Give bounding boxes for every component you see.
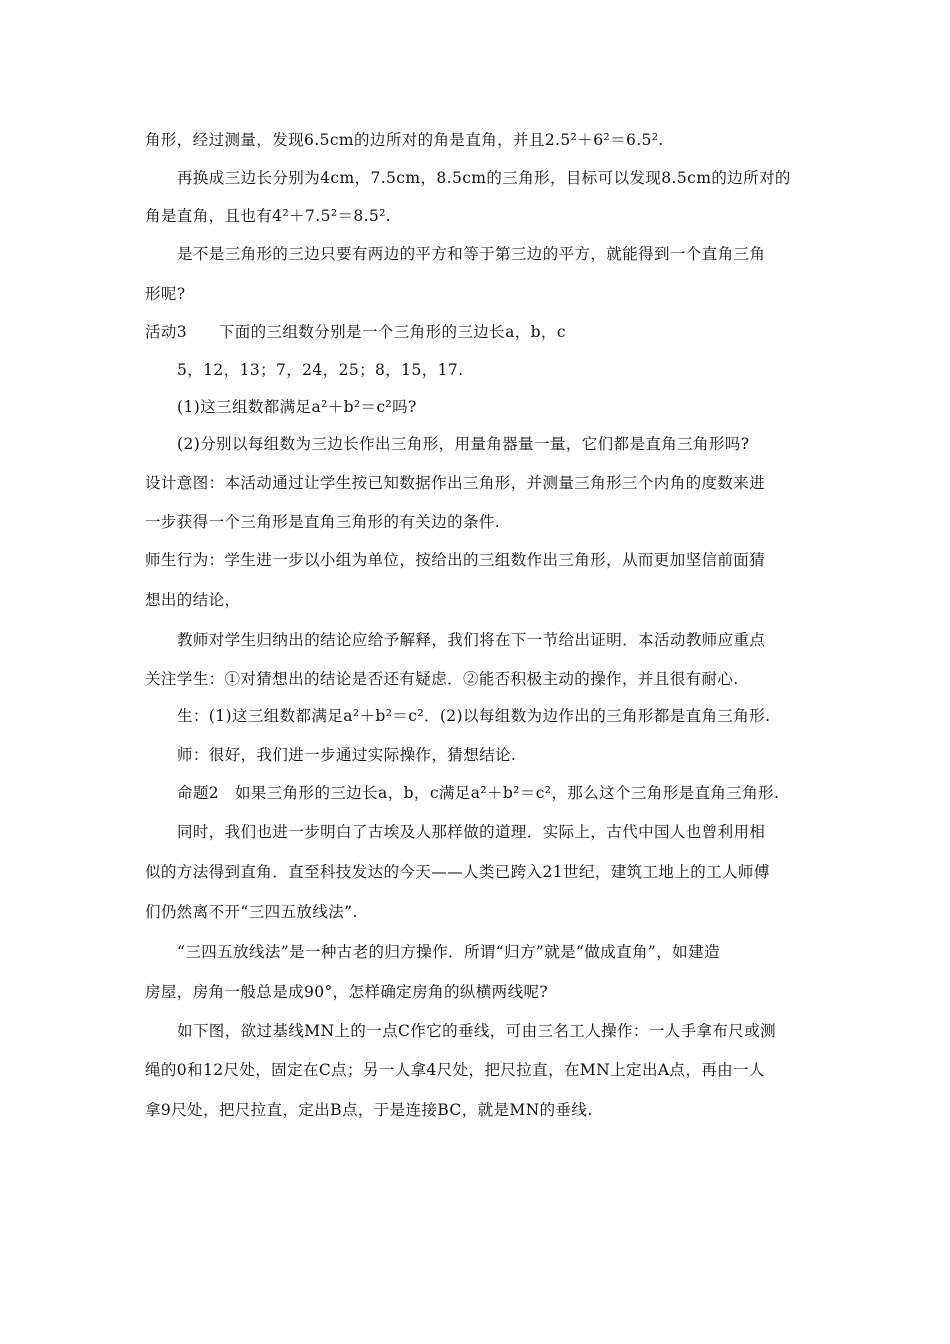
text-line: 教师对学生归纳出的结论应给予解释，我们将在下一节给出证明．本活动教师应重点 xyxy=(177,631,766,649)
teacher-student-behavior: 师生行为：学生进一步以小组为单位，按给出的三组数作出三角形，从而更加坚信前面猜 xyxy=(145,551,766,569)
question-2: (2)分别以每组数为三边长作出三角形，用量角器量一量，它们都是直角三角形吗? xyxy=(177,435,750,453)
text-line: 角形，经过测量，发现6.5cm的边所对的角是直角，并且2.5²＋6²＝6.5². xyxy=(145,131,664,149)
activity-heading: 活动3 下面的三组数分别是一个三角形的三边长a，b，c xyxy=(145,323,566,341)
student-answer: 生：(1)这三组数都满足a²＋b²＝c²．(2)以每组数为边作出的三角形都是直角三角形. xyxy=(177,707,771,725)
number-groups: 5，12，13；7，24，25；8，15，17. xyxy=(177,361,464,379)
text-line: 是不是三角形的三边只要有两边的平方和等于第三边的平方，就能得到一个直角三角 xyxy=(177,245,766,263)
text-line: “三四五放线法”是一种古老的归方操作．所谓“归方”就是“做成直角”，如建造 xyxy=(177,943,720,961)
text-line: 似的方法得到直角．直至科技发达的今天——人类已跨入21世纪，建筑工地上的工人师傅 xyxy=(145,863,770,881)
question-1: (1)这三组数都满足a²＋b²＝c²吗? xyxy=(177,398,417,416)
text-line: 想出的结论， xyxy=(145,591,241,609)
design-intent: 设计意图：本活动通过让学生按已知数据作出三角形，并测量三角形三个内角的度数来进 xyxy=(145,474,766,492)
text-line: 形呢? xyxy=(145,285,186,303)
text-line: 关注学生：①对猜想出的结论是否还有疑虑．②能否积极主动的操作，并且很有耐心. xyxy=(145,670,739,688)
text-line: 同时，我们也进一步明白了古埃及人那样做的道理．实际上，古代中国人也曾利用相 xyxy=(177,823,766,841)
text-line: 拿9尺处，把尺拉直，定出B点，于是连接BC，就是MN的垂线. xyxy=(145,1101,593,1119)
proposition-2: 命题2 如果三角形的三边长a，b，c满足a²＋b²＝c²，那么这个三角形是直角三角形. xyxy=(177,784,780,802)
text-line: 角是直角，且也有4²＋7.5²＝8.5². xyxy=(145,207,392,225)
text-line: 一步获得一个三角形是直角三角形的有关边的条件. xyxy=(145,513,501,531)
teacher-response: 师：很好，我们进一步通过实际操作，猜想结论. xyxy=(177,746,517,764)
text-line: 如下图，欲过基线MN上的一点C作它的垂线，可由三名工人操作：一人手拿布尺或测 xyxy=(177,1022,776,1040)
text-line: 房屋，房角一般总是成90°，怎样确定房角的纵横两线呢? xyxy=(145,983,549,1001)
text-line: 再换成三边长分别为4cm，7.5cm，8.5cm的三角形，目标可以发现8.5cm的边所对的 xyxy=(177,169,791,187)
text-line: 们仍然离不开“三四五放线法”. xyxy=(145,903,358,921)
text-line: 绳的0和12尺处，固定在C点；另一人拿4尺处，把尺拉直，在MN上定出A点，再由一人 xyxy=(145,1061,765,1079)
